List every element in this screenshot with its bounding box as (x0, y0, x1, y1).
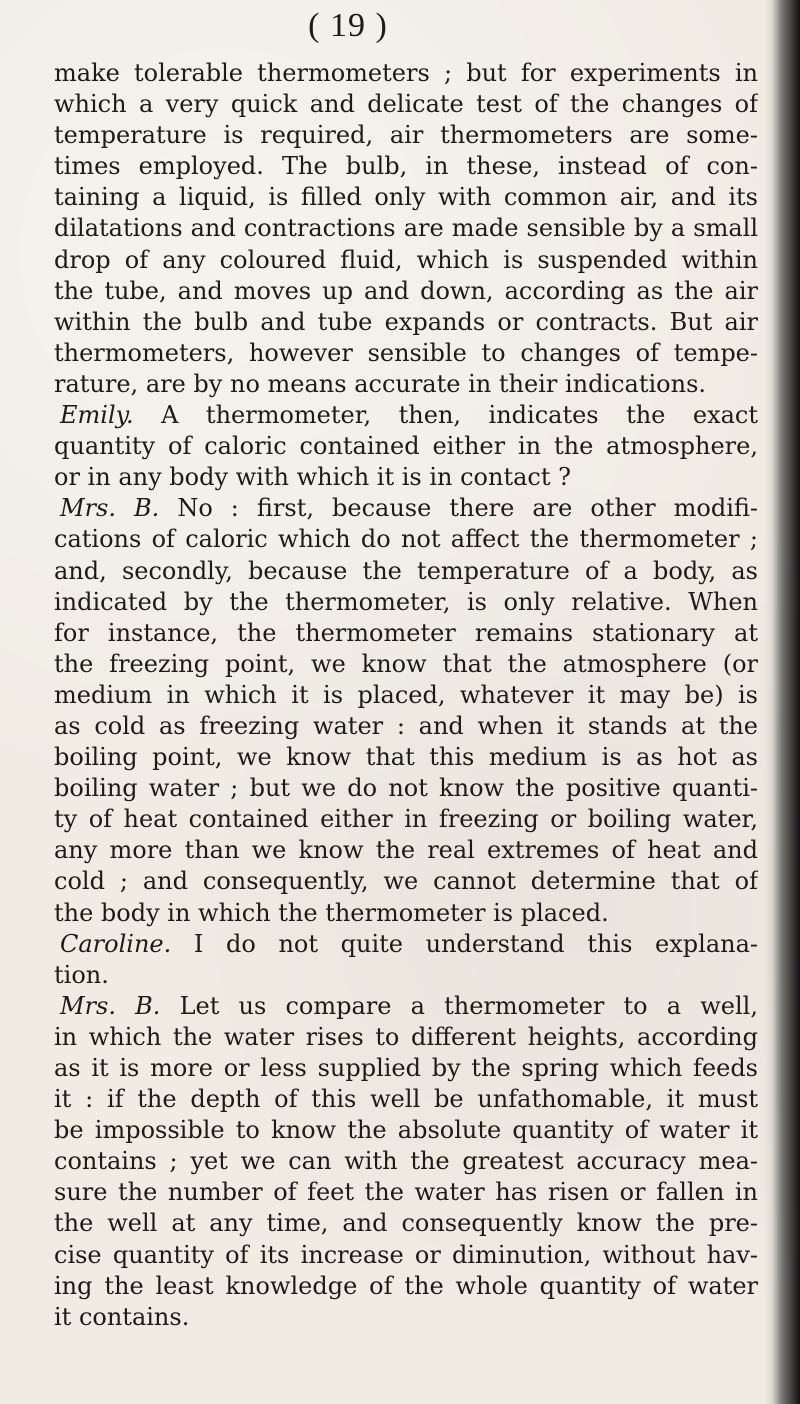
line-text: any more than we know the real extremes of heat and (54, 836, 758, 865)
line-text: boiling point, we know that this medium is as hot as (54, 743, 758, 772)
text-line (54, 618, 758, 649)
text-line (54, 1208, 758, 1239)
line-text: ing the least knowledge of the whole quantity of water (54, 1271, 758, 1300)
text-line (54, 1240, 758, 1271)
line-text: the freezing point, we know that the atmosphere (or (54, 649, 758, 678)
line-text: and, secondly, because the temperature of a body, as (54, 556, 758, 585)
text-line (54, 866, 758, 897)
dialogue-line (54, 400, 758, 431)
line-text: it contains. (54, 1302, 190, 1331)
line-text: as it is more or less supplied by the spring which feeds (54, 1054, 758, 1082)
speaker-name: Mrs. B. (60, 494, 160, 523)
text-line (54, 742, 758, 773)
text-line (54, 431, 758, 462)
line-text: A thermometer, then, indicates the exact (133, 401, 758, 430)
text-line (54, 151, 758, 182)
line-text: boiling water ; but we do not know the positive quanti- (54, 774, 758, 803)
text-line (54, 1146, 758, 1177)
dialogue-line (54, 493, 758, 524)
line-text: contains ; yet we can with the greatest accuracy mea- (54, 1147, 758, 1176)
text-line (54, 1271, 758, 1302)
text-line (54, 898, 758, 929)
line-text: ty of heat contained either in freezing or boiling water, (54, 805, 758, 834)
dialogue-line (54, 991, 758, 1022)
text-line (54, 587, 758, 618)
text-line (54, 649, 758, 680)
line-text: make tolerable thermometers ; but for experiments in (54, 59, 758, 87)
text-line (54, 1053, 758, 1084)
speaker-name: Emily. (60, 401, 134, 430)
text-line (54, 307, 758, 338)
line-text: which a very quick and delicate test of the changes of (54, 90, 758, 119)
line-text: dilatations and contractions are made sensible by a small (54, 214, 758, 243)
line-text: drop of any coloured fluid, which is suspended within (54, 245, 758, 274)
text-line (54, 556, 758, 587)
line-text: quantity of caloric contained either in the atmosphere, (54, 432, 758, 461)
line-text: thermometers, however sensible to changes of tempe- (54, 338, 758, 367)
line-text: it : if the depth of this well be unfathomable, it must (54, 1085, 758, 1114)
text-line (54, 804, 758, 835)
text-line (54, 1084, 758, 1115)
dialogue-line (54, 929, 758, 960)
line-text: in which the water rises to different heights, according (54, 1022, 758, 1051)
line-text: tion. (54, 960, 109, 989)
text-line (54, 524, 758, 555)
line-text: I do not quite understand this explana- (171, 929, 758, 958)
line-text: No : first, because there are other modifi- (159, 494, 758, 523)
text-line (54, 835, 758, 866)
text-line (54, 1115, 758, 1146)
line-text: times employed. The bulb, in these, instead of con- (54, 152, 758, 181)
text-line (54, 245, 758, 276)
text-line (54, 338, 758, 369)
line-text: or in any body with which it is in contact ? (54, 463, 571, 492)
line-text: the body in which the thermometer is placed. (54, 898, 609, 927)
text-line (54, 369, 758, 400)
text-line (54, 89, 758, 120)
text-line (54, 462, 758, 493)
line-text: taining a liquid, is filled only with common air, and its (54, 183, 758, 212)
body-text (54, 58, 758, 1333)
text-line (54, 1302, 758, 1333)
text-line (54, 213, 758, 244)
text-line (54, 58, 758, 89)
line-text: sure the number of feet the water has risen or fallen in (54, 1178, 758, 1207)
line-text: the well at any time, and consequently know the pre- (54, 1209, 758, 1238)
speaker-name: Mrs. B. (60, 991, 161, 1020)
text-line (54, 711, 758, 742)
text-line (54, 120, 758, 151)
line-text: indicated by the thermometer, is only relative. When (54, 587, 758, 616)
text-line (54, 1022, 758, 1053)
line-text: be impossible to know the absolute quantity of water it (54, 1116, 758, 1145)
text-line (54, 680, 758, 711)
page-gutter-shadow (764, 0, 800, 1404)
line-text: cise quantity of its increase or diminution, without hav- (54, 1240, 758, 1269)
line-text: the tube, and moves up and down, according as the air (54, 276, 758, 305)
page-number: ( 19 ) (308, 7, 388, 44)
line-text: cold ; and consequently, we cannot determine that of (54, 867, 758, 896)
line-text: as cold as freezing water : and when it stands at the (54, 711, 758, 740)
line-text: temperature is required, air thermometers are some- (54, 121, 758, 150)
text-line (54, 960, 758, 991)
line-text: Let us compare a thermometer to a well, (160, 991, 758, 1020)
line-text: rature, are by no means accurate in their indications. (54, 369, 707, 398)
speaker-name: Caroline. (60, 929, 172, 958)
line-text: for instance, the thermometer remains stationary at (54, 618, 758, 647)
line-text: cations of caloric which do not affect the thermometer ; (54, 525, 758, 554)
text-line (54, 276, 758, 307)
line-text: within the bulb and tube expands or contracts. But air (54, 307, 758, 336)
text-line (54, 182, 758, 213)
text-line (54, 773, 758, 804)
text-line (54, 1177, 758, 1208)
line-text: medium in which it is placed, whatever it may be) is (54, 680, 758, 709)
